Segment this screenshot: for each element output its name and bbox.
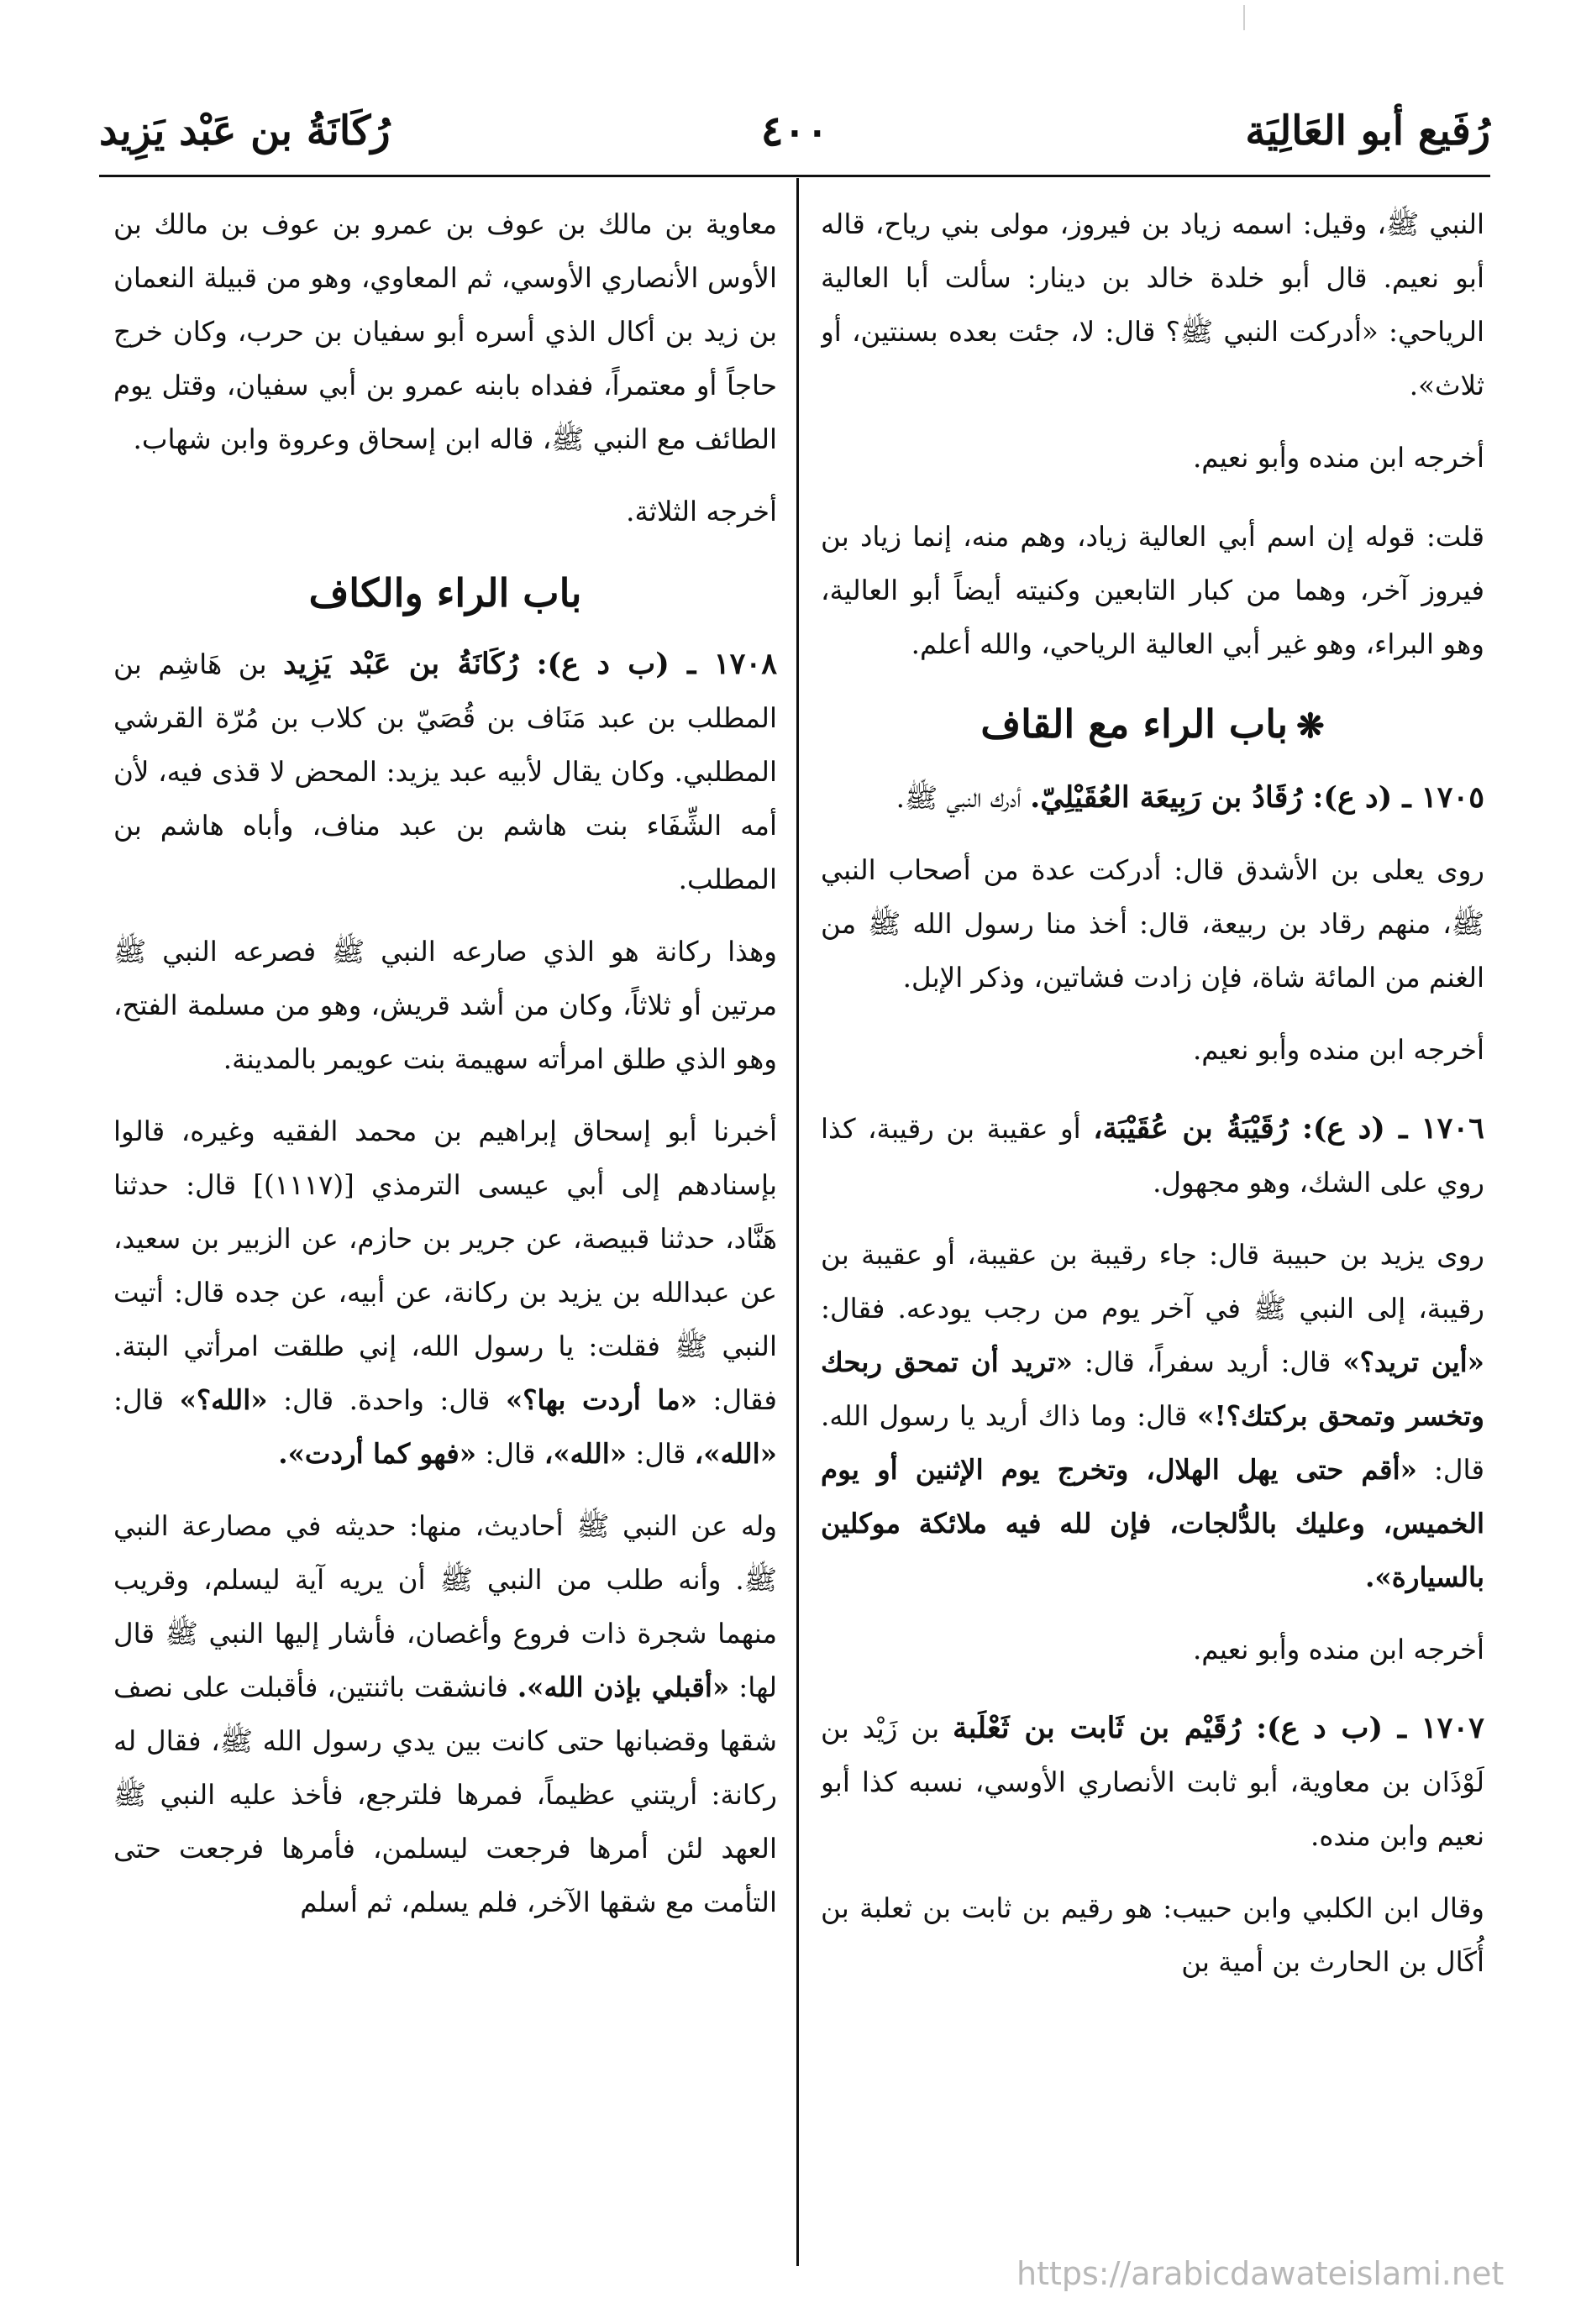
left-column: [113, 197, 777, 2255]
header-right-title: رُفَيع أبو العَالِيَة: [1245, 108, 1490, 155]
text-run: قال: أريد سفراً، قال:: [1084, 1346, 1332, 1378]
entry-heading: ١٧٠٥ ـ (د ع): رُقَادُ بن رَبِيعَة العُقَيْلِيّ.: [1030, 780, 1484, 815]
paragraph: [821, 1228, 1484, 1604]
entry-1706: [821, 1102, 1484, 1209]
paragraph: روى يعلى بن الأشدق قال: أدركت عدة من أصحاب النبي ﷺ، منهم رقاد بن ربيعة، قال: أخذ منا رسول الله ﷺ من الغنم من المائة شاة، فإن زادت فشاتين، وذكر الإبل.: [821, 854, 1484, 994]
entry-1707: [821, 1702, 1484, 1863]
quote-run: «أقم حتى يهل الهلال، وتخرج يوم الإثنين أو يوم الخميس، وعليك بالدُّلجات، فإن لله فيه ملائكة موكلين بالسيارة».: [821, 1453, 1484, 1593]
paragraph: [113, 1499, 777, 1929]
paragraph: أخرجه ابن منده وأبو نعيم.: [1192, 1034, 1484, 1066]
paragraph: أخرجه الثلاثة.: [626, 496, 777, 527]
entry-1705: [821, 771, 1484, 825]
paragraph: النبي ﷺ، وقيل: اسمه زياد بن فيروز، مولى بني رياح، قاله أبو نعيم. قال أبو خلدة خالد بن دينار: سألت أبا العالية الرياحي: «أدركت النبي ﷺ؟ قال: لا، جئت بعده بسنتين، أو ثلاث».: [821, 208, 1484, 401]
column-divider: [796, 178, 799, 2266]
star-ornament-icon: ❋: [1296, 706, 1325, 746]
watermark-url: https://arabicdawateislami.net: [1016, 2255, 1505, 2292]
paragraph: وهذا ركانة هو الذي صارعه النبي ﷺ فصرعه النبي ﷺ مرتين أو ثلاثاً، وكان من أشد قريش، وهو من مسلمة الفتح، وهو الذي طلق امرأته سهيمة بنت عويمر بالمدينة.: [113, 936, 777, 1075]
quote-run: «ما أردت بها؟»: [505, 1383, 697, 1416]
quote-run: «الله»،: [544, 1437, 628, 1470]
entry-text: بن زَيْد بن لَوْذَان بن معاوية، أبو ثابت الأنصاري الأوسي، نسبه كذا أبو نعيم وابن منده.: [821, 1713, 1484, 1852]
page-number: ٤٠٠: [760, 106, 829, 155]
quote-run: «أين تريد؟»: [1342, 1346, 1484, 1378]
entry-text: بن هَاشِم بن المطلب بن عبد مَنَاف بن قُصَيّ بن كلاب بن مُرّة القرشي المطلبي. وكان يقال لأبيه عبد يزيد: المحض لا قذى فيه، لأن أمه الشِّفَاء بنت هاشم بن عبد مناف، وأباه هاشم بن المطلب.: [113, 648, 777, 895]
section-heading: [113, 564, 777, 622]
text-run: قال: واحدة. قال:: [283, 1384, 491, 1416]
entry-text: أو عقيبة بن رقيبة، كذا روي على الشك، وهو مجهول.: [821, 1113, 1484, 1199]
paragraph: قلت: قوله إن اسم أبي العالية زياد، وهم منه، إنما زياد بن فيروز آخر، وهما من كبار التابعين وكنيته أيضاً أبو العالية، وهو البراء، وهو غير أبي العالية الرياحي، والله أعلم.: [821, 521, 1484, 660]
text-run: فانشقت باثنتين، فأقبلت على نصف شقها وقضبانها حتى كانت بين يدي رسول الله ﷺ، فقال له ركانة: أريتني عظيماً، فمرها فلترجع، فأخذ عليه النبي ﷺ العهد لئن أمرها فرجعت ليسلمن، فأمرها فرجعت حتى التأمت مع شقها الآخر، فلم يسلم، ثم أسلم: [113, 1671, 777, 1918]
scan-mark: [1243, 5, 1245, 30]
text-run: قال:: [635, 1438, 686, 1470]
entry-text: أدرك النبي ﷺ.: [896, 782, 1022, 814]
text-run: وله عن النبي ﷺ أحاديث، منها: حديثه في مصارعة النبي ﷺ. وأنه طلب من النبي ﷺ أن يريه آية ليسلم، وقريب منهما شجرة ذات فروع وأغصان، فأشار إليها النبي ﷺ قال لها:: [113, 1510, 777, 1703]
text-run: روى يزيد بن حبيبة قال: جاء رقيبة بن عقيبة، أو عقيبة بن رقيبة، إلى النبي ﷺ في آخر يوم من رجب يودعه. فقال:: [821, 1239, 1484, 1325]
right-column: [821, 197, 1484, 2255]
text-run: قال: وما ذاك أريد يا رسول الله. قال:: [821, 1400, 1484, 1486]
quote-run: «الله»،: [694, 1437, 777, 1470]
quote-run: «تريد أن تمحق ربحك وتخسر وتمحق بركتك؟!»: [821, 1346, 1484, 1432]
section-title: باب الراء مع القاف: [980, 701, 1289, 747]
header-divider: [99, 175, 1490, 177]
quote-run: «أقبلي بإذن الله».: [517, 1671, 730, 1703]
paragraph: أخرجه ابن منده وأبو نعيم.: [1192, 442, 1484, 474]
paragraph: معاوية بن مالك بن عوف بن عمرو بن عوف بن مالك بن الأوس الأنصاري الأوسي، ثم المعاوي، وهو من قبيلة النعمان بن زيد بن أكال الذي أسره أبو سفيان بن حرب، وكان خرج حاجاً أو معتمراً، ففداه بابنه عمرو بن أبي سفيان، وقتل يوم الطائف مع النبي ﷺ، قاله ابن إسحاق وعروة وابن شهاب.: [113, 208, 777, 455]
text-run: قال:: [485, 1438, 536, 1470]
text-run: قال:: [113, 1384, 165, 1416]
entry-heading: ١٧٠٨ ـ (ب د ع): رُكَانَةُ بن عَبْد يَزِيد: [283, 647, 777, 681]
section-title: باب الراء والكاف: [308, 570, 582, 616]
entry-heading: ١٧٠٦ ـ (د ع): رُقَيْبَةُ بن عُقَيْبَة،: [1093, 1111, 1484, 1146]
section-heading: [821, 695, 1484, 756]
running-header: [99, 99, 1490, 170]
quote-run: «فهو كما أردت».: [278, 1437, 477, 1470]
header-left-title: رُكَانَةُ بن عَبْد يَزِيد: [99, 108, 391, 155]
paragraph: وقال ابن الكلبي وابن حبيب: هو رقيم بن ثابت بن ثعلبة بن أُكَال بن الحارث بن أمية بن: [821, 1892, 1484, 1978]
quote-run: «الله؟»: [179, 1383, 268, 1416]
paragraph: أخرجه ابن منده وأبو نعيم.: [1192, 1634, 1484, 1666]
entry-1708: [113, 637, 777, 906]
entry-heading: ١٧٠٧ ـ (ب د ع): رُقَيْم بن ثَابت بن ثَعْلَبة: [953, 1711, 1484, 1745]
paragraph: [113, 1104, 777, 1481]
text-run: أخبرنا أبو إسحاق إبراهيم بن محمد الفقيه وغيره، قالوا بإسنادهم إلى أبي عيسى الترمذي [(١١١٧)] قال: حدثنا هَنَّاد، حدثنا قبيصة، عن جرير بن حازم، عن الزبير بن سعيد، عن عبدالله بن يزيد بن ركانة، عن أبيه، عن جده قال: أتيت النبي ﷺ فقلت: يا رسول الله، إني طلقت امرأتي البتة. فقال:: [113, 1115, 777, 1416]
